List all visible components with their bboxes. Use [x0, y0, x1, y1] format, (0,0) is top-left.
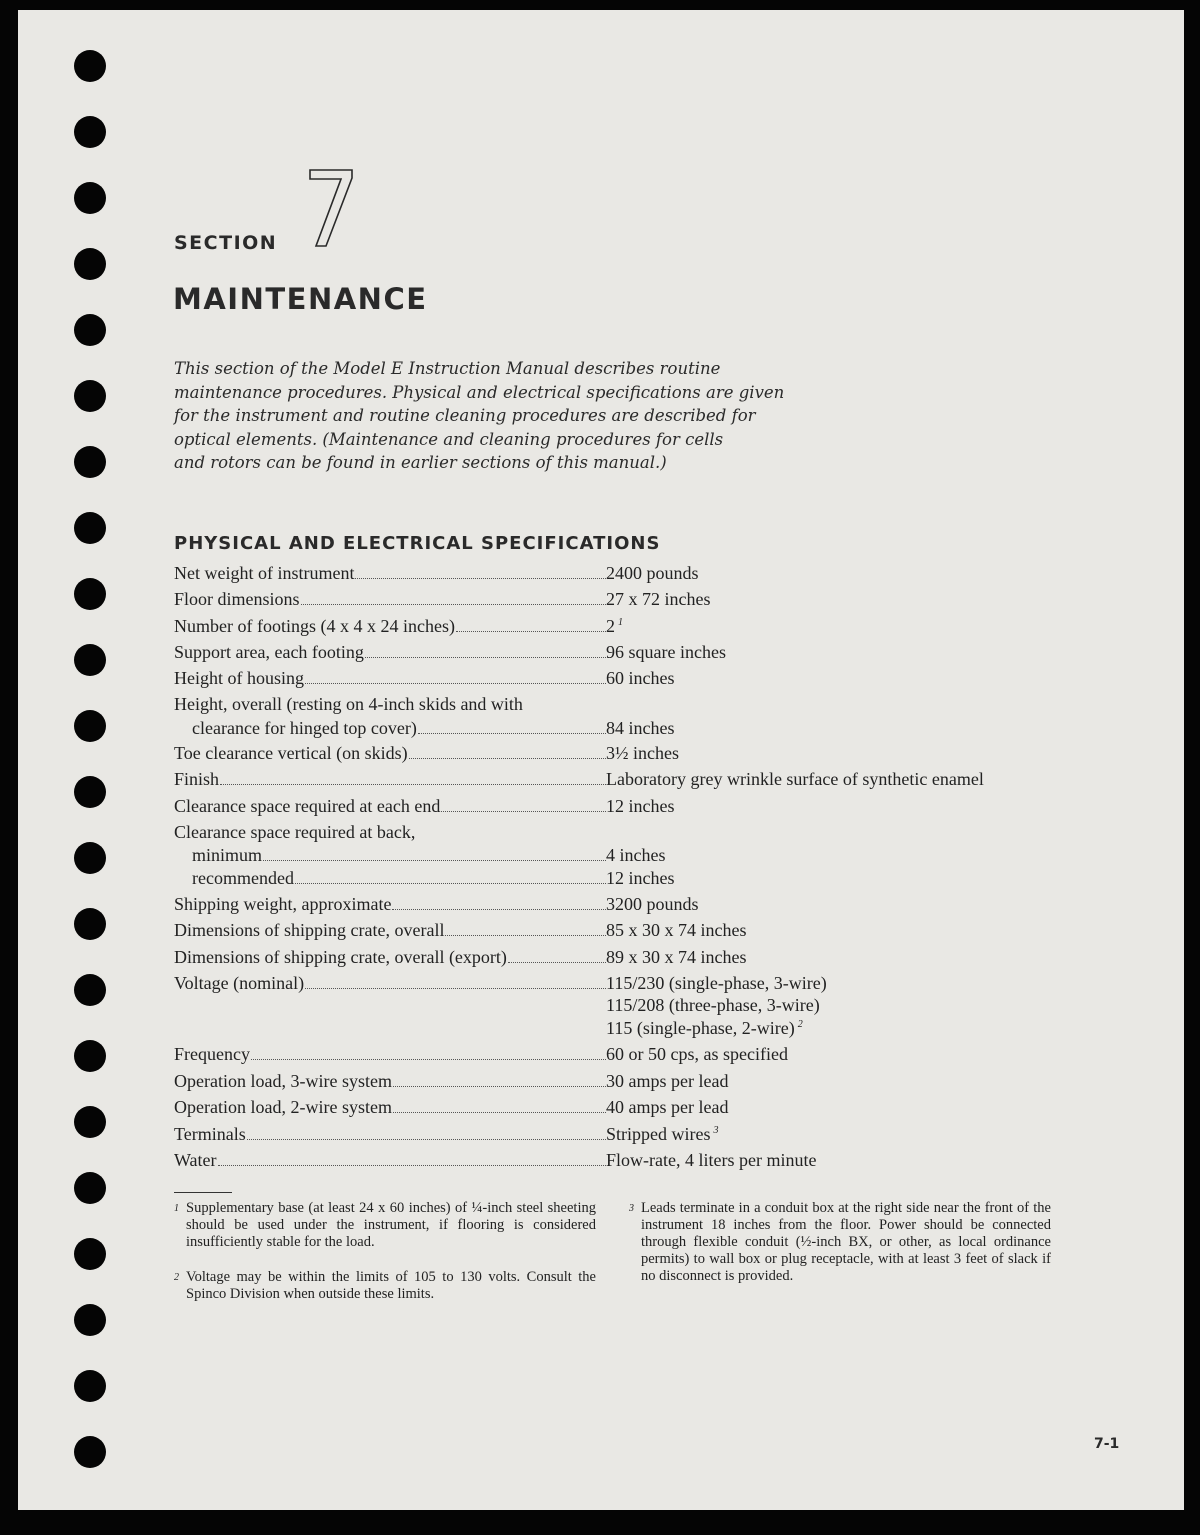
- spec-label: [174, 868, 606, 892]
- binder-hole: [74, 908, 106, 940]
- binder-hole: [74, 1106, 106, 1138]
- footnote-1: [174, 1200, 596, 1251]
- binder-hole: [74, 380, 106, 412]
- spec-value-text: 96 square inches: [606, 642, 726, 662]
- spec-label-text: minimum: [192, 845, 263, 865]
- spec-value: [606, 894, 699, 915]
- spec-value: [606, 845, 665, 866]
- spec-row: [174, 995, 1054, 1019]
- footnote-number: 3: [629, 1203, 634, 1214]
- spec-value-text: 89 x 30 x 74 inches: [606, 947, 747, 967]
- spec-value-text: 3200 pounds: [606, 894, 699, 914]
- spec-label-text: Height, overall (resting on 4-inch skids and with: [174, 694, 523, 714]
- footnote-ref: 2: [797, 1019, 803, 1030]
- section-number: [308, 168, 354, 248]
- binder-hole: [74, 578, 106, 610]
- spec-row: [174, 920, 1054, 944]
- binder-hole: [74, 1370, 106, 1402]
- spec-row: [174, 796, 1054, 820]
- spec-label: [174, 743, 606, 767]
- binder-hole: [74, 842, 106, 874]
- spec-value: [606, 920, 746, 941]
- spec-row: [174, 845, 1054, 869]
- spec-label: [174, 822, 606, 846]
- spec-label-text: Water: [174, 1150, 217, 1170]
- spec-row: [174, 694, 1054, 718]
- spec-value: [606, 1018, 803, 1039]
- spec-value-text: 2: [606, 616, 615, 636]
- spec-value: [606, 1124, 718, 1145]
- intro-line: optical elements. (Maintenance and cleaning procedures for cells: [174, 429, 724, 449]
- spec-value-text: 30 amps per lead: [606, 1071, 729, 1091]
- footnote-number: 2: [174, 1272, 179, 1283]
- footnote-ref: 3: [713, 1125, 719, 1136]
- spec-value-text: 60 or 50 cps, as specified: [606, 1044, 788, 1064]
- spec-label: [174, 563, 606, 587]
- leader-dots: [441, 797, 606, 812]
- spec-label: [174, 589, 606, 613]
- spec-value: [606, 947, 746, 968]
- spec-value-text: 2400 pounds: [606, 563, 699, 583]
- spec-value-text: 12 inches: [606, 796, 675, 816]
- leader-dots: [295, 869, 606, 884]
- spec-value-text: 12 inches: [606, 868, 675, 888]
- spec-value-text: 4 inches: [606, 845, 666, 865]
- spec-row: [174, 668, 1054, 692]
- binder-hole: [74, 644, 106, 676]
- spec-value: [606, 995, 820, 1016]
- spec-value-text: 115/208 (three-phase, 3-wire): [606, 995, 820, 1015]
- spec-label: [174, 796, 606, 820]
- spec-row: [174, 1071, 1054, 1095]
- spec-row: [174, 947, 1054, 971]
- spec-label: [174, 1150, 606, 1174]
- leader-dots: [418, 719, 606, 734]
- footnote-2: [174, 1269, 596, 1303]
- spec-row: [174, 616, 1054, 640]
- spec-row: [174, 1044, 1054, 1068]
- spec-row: [174, 973, 1054, 997]
- spec-label-text: recommended: [192, 868, 294, 888]
- spec-value: [606, 1097, 728, 1118]
- spec-label: [174, 642, 606, 666]
- binder-hole: [74, 248, 106, 280]
- spec-label-text: Terminals: [174, 1124, 246, 1144]
- spec-value: [606, 589, 710, 610]
- spec-value-text: 60 inches: [606, 668, 675, 688]
- intro-line: This section of the Model E Instruction Manual describes routine: [174, 359, 721, 378]
- spec-label: [174, 769, 606, 793]
- spec-value: [606, 668, 674, 689]
- footnote-text: Leads terminate in a conduit box at the right side near the front of the instrument 18 inches from the floor. Power should be connected through flexible conduit (½-inch BX, or other, as local ordinance permits) to wall box or plug receptacle, with at least 3 feet of slack if no disconnect is provided.: [641, 1200, 1051, 1284]
- binder-hole: [74, 776, 106, 808]
- page-number: 7-1: [1094, 1436, 1120, 1452]
- leader-dots: [355, 564, 606, 579]
- spec-value: [606, 743, 679, 764]
- binder-hole: [74, 446, 106, 478]
- spec-label: [174, 1044, 606, 1068]
- binder-hole: [74, 1172, 106, 1204]
- spec-value: [606, 769, 984, 790]
- intro-line: and rotors can be found in earlier sections of this manual.): [174, 453, 667, 472]
- spec-label-text: Operation load, 2-wire system: [174, 1097, 392, 1117]
- leader-dots: [220, 770, 606, 785]
- spec-row: [174, 743, 1054, 767]
- binder-hole: [74, 1304, 106, 1336]
- spec-label: [174, 694, 606, 718]
- binder-hole: [74, 314, 106, 346]
- binder-hole: [74, 1436, 106, 1468]
- section-title: MAINTENANCE: [173, 282, 428, 316]
- section-number-text: 7: [330, 228, 332, 229]
- spec-value: [606, 796, 674, 817]
- footnote-3: [629, 1200, 1051, 1285]
- spec-label: [174, 894, 606, 918]
- spec-label: [174, 1097, 606, 1121]
- leader-dots: [409, 744, 606, 759]
- spec-label: [174, 616, 606, 640]
- spec-row: [174, 822, 1054, 846]
- spec-value-text: 115 (single-phase, 2-wire): [606, 1018, 795, 1038]
- binder-hole: [74, 182, 106, 214]
- spec-row: [174, 718, 1054, 742]
- spec-label: [174, 947, 606, 971]
- leader-dots: [393, 1098, 606, 1113]
- spec-value: [606, 616, 623, 637]
- spec-label-text: Operation load, 3-wire system: [174, 1071, 392, 1091]
- footnote-text: Voltage may be within the limits of 105 to 130 volts. Consult the Spinco Division when outside these limits.: [186, 1269, 596, 1302]
- binder-hole: [74, 50, 106, 82]
- spec-label-text: Height of housing: [174, 668, 304, 688]
- spec-value-text: 40 amps per lead: [606, 1097, 729, 1117]
- spec-row: [174, 868, 1054, 892]
- spec-row: [174, 1124, 1054, 1148]
- spec-value: [606, 563, 699, 584]
- binder-hole: [74, 1040, 106, 1072]
- spec-value: [606, 868, 674, 889]
- spec-value: [606, 642, 726, 663]
- binder-hole: [74, 710, 106, 742]
- leader-dots: [247, 1125, 606, 1140]
- leader-dots: [251, 1045, 606, 1060]
- spec-value: [606, 718, 674, 739]
- spec-label-text: Net weight of instrument: [174, 563, 355, 583]
- footnote-number: 1: [174, 1203, 179, 1214]
- spec-value-text: 85 x 30 x 74 inches: [606, 920, 747, 940]
- leader-dots: [365, 643, 606, 658]
- spec-label-text: Clearance space required at each end: [174, 796, 441, 816]
- manual-page: [18, 10, 1184, 1510]
- intro-paragraph: [174, 357, 864, 475]
- spec-row: [174, 1018, 1054, 1042]
- section-label: SECTION: [174, 232, 278, 254]
- spec-label-text: Dimensions of shipping crate, overall (export): [174, 947, 507, 967]
- spec-row: [174, 1150, 1054, 1174]
- binder-hole: [74, 974, 106, 1006]
- spec-value: [606, 1044, 788, 1065]
- specs-heading: PHYSICAL AND ELECTRICAL SPECIFICATIONS: [174, 533, 661, 554]
- spec-value-text: 115/230 (single-phase, 3-wire): [606, 973, 827, 993]
- intro-line: for the instrument and routine cleaning procedures are described for: [174, 406, 756, 425]
- spec-label-text: Toe clearance vertical (on skids): [174, 743, 408, 763]
- spec-value-text: 27 x 72 inches: [606, 589, 711, 609]
- spec-label: [174, 973, 606, 997]
- spec-value-text: 84 inches: [606, 718, 675, 738]
- binder-hole: [74, 512, 106, 544]
- spec-label-text: Floor dimensions: [174, 589, 300, 609]
- spec-value: [606, 973, 827, 994]
- binder-hole: [74, 116, 106, 148]
- spec-label-text: Number of footings (4 x 4 x 24 inches): [174, 616, 455, 636]
- leader-dots: [508, 948, 606, 963]
- spec-row: [174, 589, 1054, 613]
- leader-dots: [305, 669, 606, 684]
- footnote-text: Supplementary base (at least 24 x 60 inches) of ¼-inch steel sheeting should be used under the instrument, if flooring is considered insufficiently stable for the load.: [186, 1200, 596, 1250]
- spec-value: [606, 1150, 816, 1171]
- leader-dots: [305, 974, 606, 989]
- leader-dots: [393, 1072, 606, 1087]
- spec-label: [174, 1071, 606, 1095]
- spec-value: [606, 1071, 728, 1092]
- spec-label: [174, 920, 606, 944]
- leader-dots: [392, 895, 606, 910]
- spec-label-text: Dimensions of shipping crate, overall: [174, 920, 445, 940]
- leader-dots: [445, 921, 606, 936]
- spec-value-text: 3½ inches: [606, 743, 679, 763]
- spec-label-text: Finish: [174, 769, 220, 789]
- spec-label-text: Frequency: [174, 1044, 250, 1064]
- spec-row: [174, 894, 1054, 918]
- leader-dots: [218, 1151, 606, 1166]
- spec-label-text: Voltage (nominal): [174, 973, 305, 993]
- leader-dots: [263, 846, 606, 861]
- spec-label: [174, 718, 606, 742]
- spec-value-text: Flow-rate, 4 liters per minute: [606, 1150, 817, 1170]
- spec-row: [174, 563, 1054, 587]
- spec-label-text: clearance for hinged top cover): [192, 718, 417, 738]
- spec-value-text: Laboratory grey wrinkle surface of synthetic enamel: [606, 769, 984, 789]
- intro-line: maintenance procedures. Physical and electrical specifications are given: [174, 382, 785, 402]
- spec-label-text: Clearance space required at back,: [174, 822, 416, 842]
- footnote-rule: [174, 1192, 232, 1193]
- spec-label: [174, 1124, 606, 1148]
- spec-label-text: Support area, each footing: [174, 642, 364, 662]
- spec-row: [174, 769, 1054, 793]
- spec-label: [174, 668, 606, 692]
- binder-hole: [74, 1238, 106, 1270]
- leader-dots: [301, 590, 606, 605]
- spec-label-text: Shipping weight, approximate: [174, 894, 392, 914]
- spec-row: [174, 642, 1054, 666]
- leader-dots: [456, 617, 606, 632]
- footnote-ref: 1: [618, 617, 623, 628]
- spec-label: [174, 845, 606, 869]
- spec-value-text: Stripped wires: [606, 1124, 711, 1144]
- spec-row: [174, 1097, 1054, 1121]
